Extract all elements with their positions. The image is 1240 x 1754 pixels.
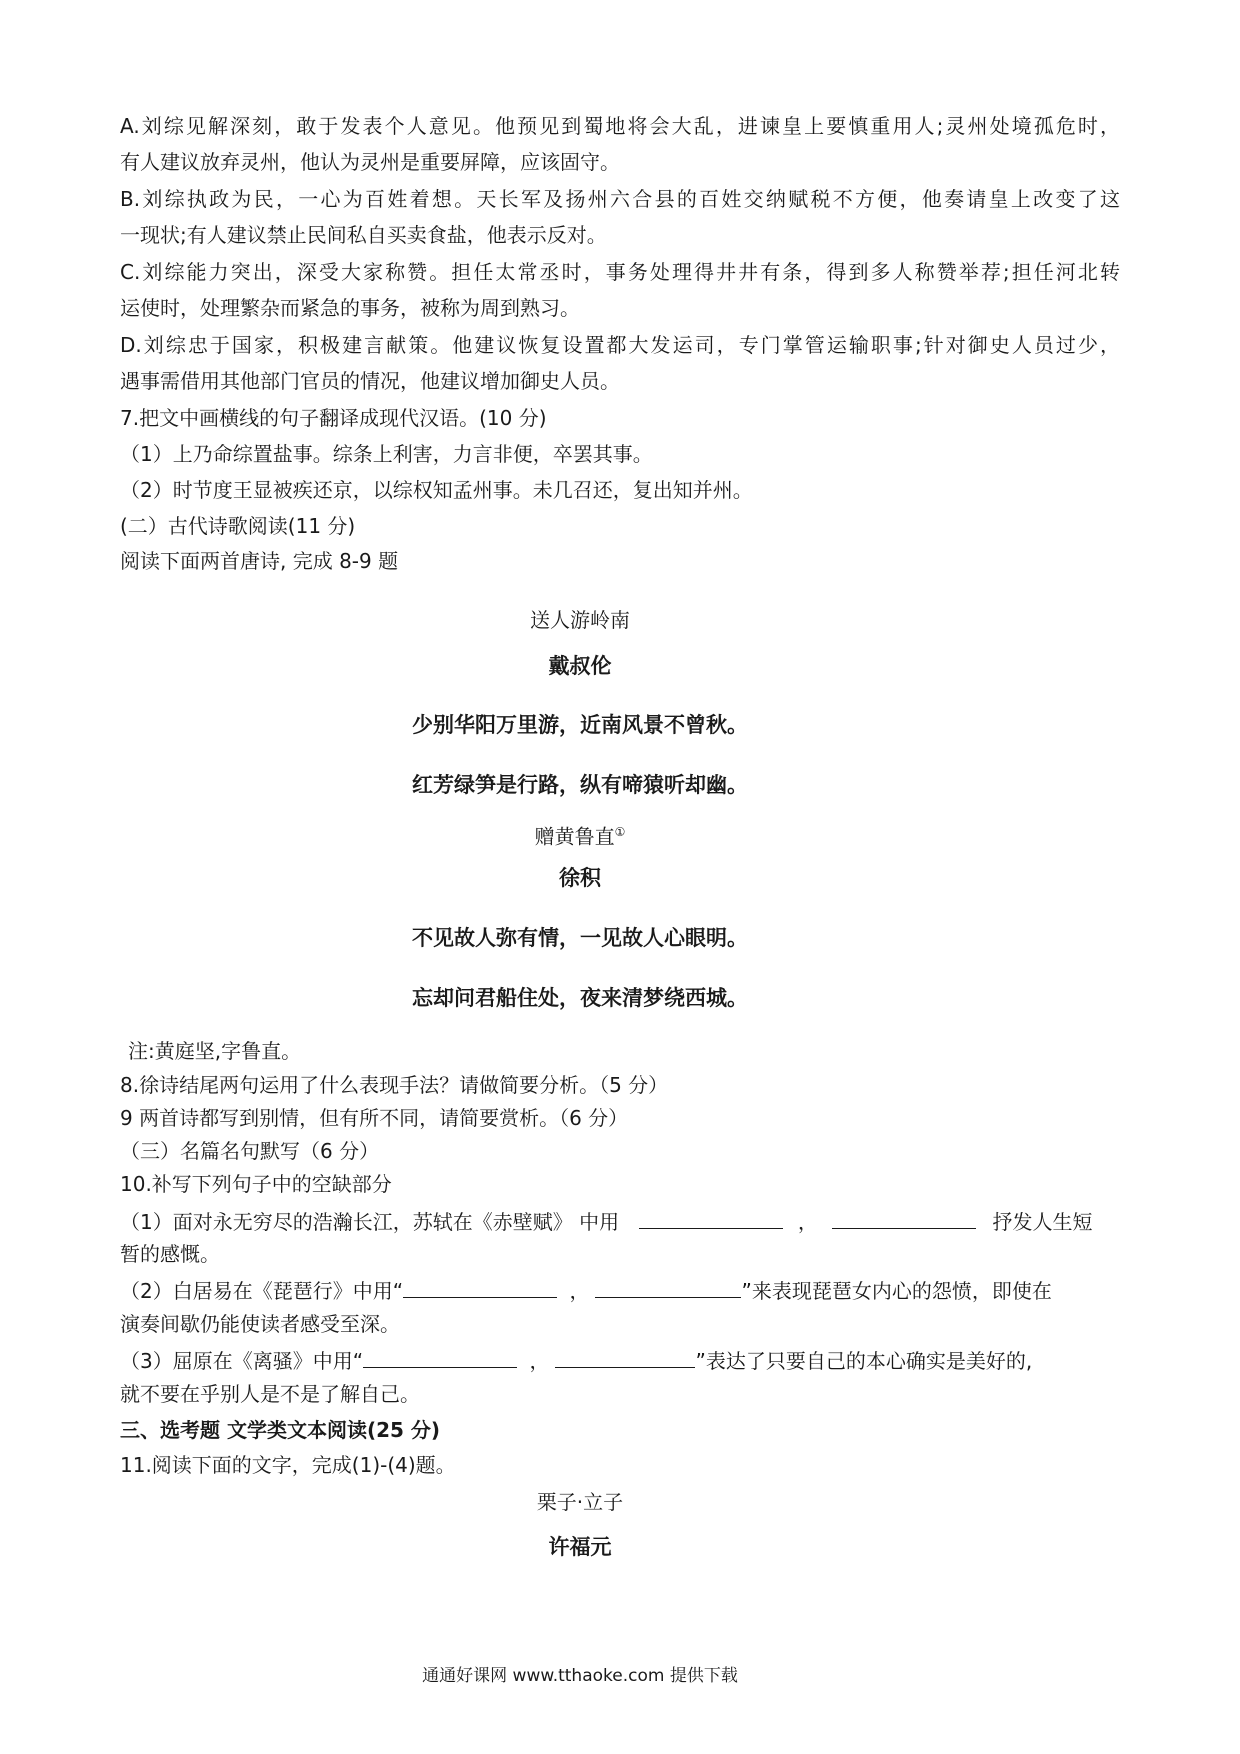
q10-item-2-blank-2[interactable] [595, 1275, 741, 1298]
poem-2-title: 赠黄鲁直 [534, 824, 615, 849]
q7-sentence-2: （2）时节度王显被疾还京，以综权知孟州事。未几召还，复出知并州。 [120, 478, 753, 502]
story-title: 栗子·立子 [536, 1490, 624, 1514]
q10-item-1-blank-2[interactable] [832, 1206, 976, 1229]
poem-2-line-1: 不见故人弥有情，一见故人心眼明。 [412, 926, 748, 950]
poem-1-title: 送人游岭南 [530, 608, 630, 632]
q10-item-3-blank-1[interactable] [363, 1345, 517, 1368]
q10-item-2-comma: ， [569, 1279, 590, 1303]
q6-option-c-line1: C.刘综能力突出，深受大家称赞。担任太常丞时，事务处理得井井有条，得到多人称赞举荐;担任河北转 [120, 260, 1120, 284]
poem-1-author: 戴叔伦 [548, 654, 612, 678]
q10-item-3-text-b: ”表达了只要自己的本心确实是美好的, [695, 1349, 1033, 1373]
poem-2-author: 徐积 [559, 866, 601, 890]
q10-item-2-line-1 [120, 1275, 1052, 1305]
section-2-intro: 阅读下面两首唐诗, 完成 8-9 题 [120, 549, 399, 573]
poem-2-note-mark: ① [614, 825, 626, 839]
page-footer: 通通好课网 www.tthaoke.com 提供下载 [422, 1666, 738, 1686]
q10-item-1-text-b: 抒发人生短 [992, 1210, 1093, 1234]
q10-item-3-line-2: 就不要在乎别人是不是了解自己。 [120, 1382, 420, 1406]
q6-option-b-line2: 一现状;有人建议禁止民间私自买卖食盐，他表示反对。 [120, 223, 607, 247]
q10-item-1-line-1 [120, 1206, 1093, 1236]
q8: 8.徐诗结尾两句运用了什么表现手法？请做简要分析。（5 分） [120, 1073, 669, 1097]
part-3-title: 三、选考题 文学类文本阅读(25 分) [120, 1418, 441, 1442]
poem-note: 注:黄庭坚,字鲁直。 [128, 1039, 302, 1063]
story-author: 许福元 [548, 1535, 612, 1559]
q6-option-d-line2: 遇事需借用其他部门官员的情况，他建议增加御史人员。 [120, 369, 620, 393]
q6-option-d-line1: D.刘综忠于国家，积极建言献策。他建议恢复设置都大发运司，专门掌管运输职事;针对御史人员过少， [120, 333, 1120, 357]
q10-item-1-blank-1[interactable] [639, 1206, 783, 1229]
q10-item-2-line-2: 演奏间歇仍能使读者感受至深。 [120, 1312, 400, 1336]
poem-1-line-2: 红芳绿笋是行路，纵有啼猿听却幽。 [412, 773, 748, 797]
q10-item-1-comma: ， [797, 1210, 818, 1234]
q10-item-3-line-1 [120, 1345, 1032, 1375]
q7-sentence-1: （1）上乃命综置盐事。综条上利害，力言非便，卒罢其事。 [120, 442, 653, 466]
poem-2-line-2: 忘却问君船住处，夜来清梦绕西城。 [412, 986, 748, 1010]
q10-item-1-text-a: （1）面对永无穷尽的浩瀚长江，苏轼在《赤壁赋》 中用 [120, 1210, 620, 1234]
poem-1-line-1: 少别华阳万里游，近南风景不曾秋。 [412, 713, 748, 737]
q10-title: 10.补写下列句子中的空缺部分 [120, 1172, 392, 1196]
q10-item-3-text-a: （3）屈原在《离骚》中用“ [120, 1349, 364, 1373]
q10-item-2-text-a: （2）白居易在《琵琶行》中用“ [120, 1279, 404, 1303]
q10-item-1-line-2: 暂的感慨。 [120, 1242, 220, 1266]
q6-option-a-line2: 有人建议放弃灵州，他认为灵州是重要屏障，应该固守。 [120, 150, 620, 174]
q10-item-3-blank-2[interactable] [555, 1345, 695, 1368]
q10-item-2-blank-1[interactable] [403, 1275, 557, 1298]
q6-option-b-line1: B.刘综执政为民，一心为百姓着想。天长军及扬州六合县的百姓交纳赋税不方便，他奏请皇上改变了这 [120, 187, 1120, 211]
q9: 9 两首诗都写到别情，但有所不同，请简要赏析。（6 分） [120, 1106, 629, 1130]
q7-title: 7.把文中画横线的句子翻译成现代汉语。(10 分) [120, 406, 547, 430]
section-2-title: (二）古代诗歌阅读(11 分) [120, 514, 356, 538]
q6-option-c-line2: 运使时，处理繁杂而紧急的事务，被称为周到熟习。 [120, 296, 580, 320]
poem-2-title-row [0, 818, 1160, 851]
q6-option-a-line1: A.刘综见解深刻，敢于发表个人意见。他预见到蜀地将会大乱，进谏皇上要慎重用人;灵州处境孤危时， [120, 114, 1120, 138]
section-3-title: （三）名篇名句默写（6 分） [120, 1139, 380, 1163]
q10-item-3-comma: ， [529, 1349, 550, 1373]
q10-item-2-text-b: ”来表现琵琶女内心的怨愤，即使在 [741, 1279, 1052, 1303]
q11-instruction: 11.阅读下面的文字，完成(1)-(4)题。 [120, 1453, 456, 1477]
